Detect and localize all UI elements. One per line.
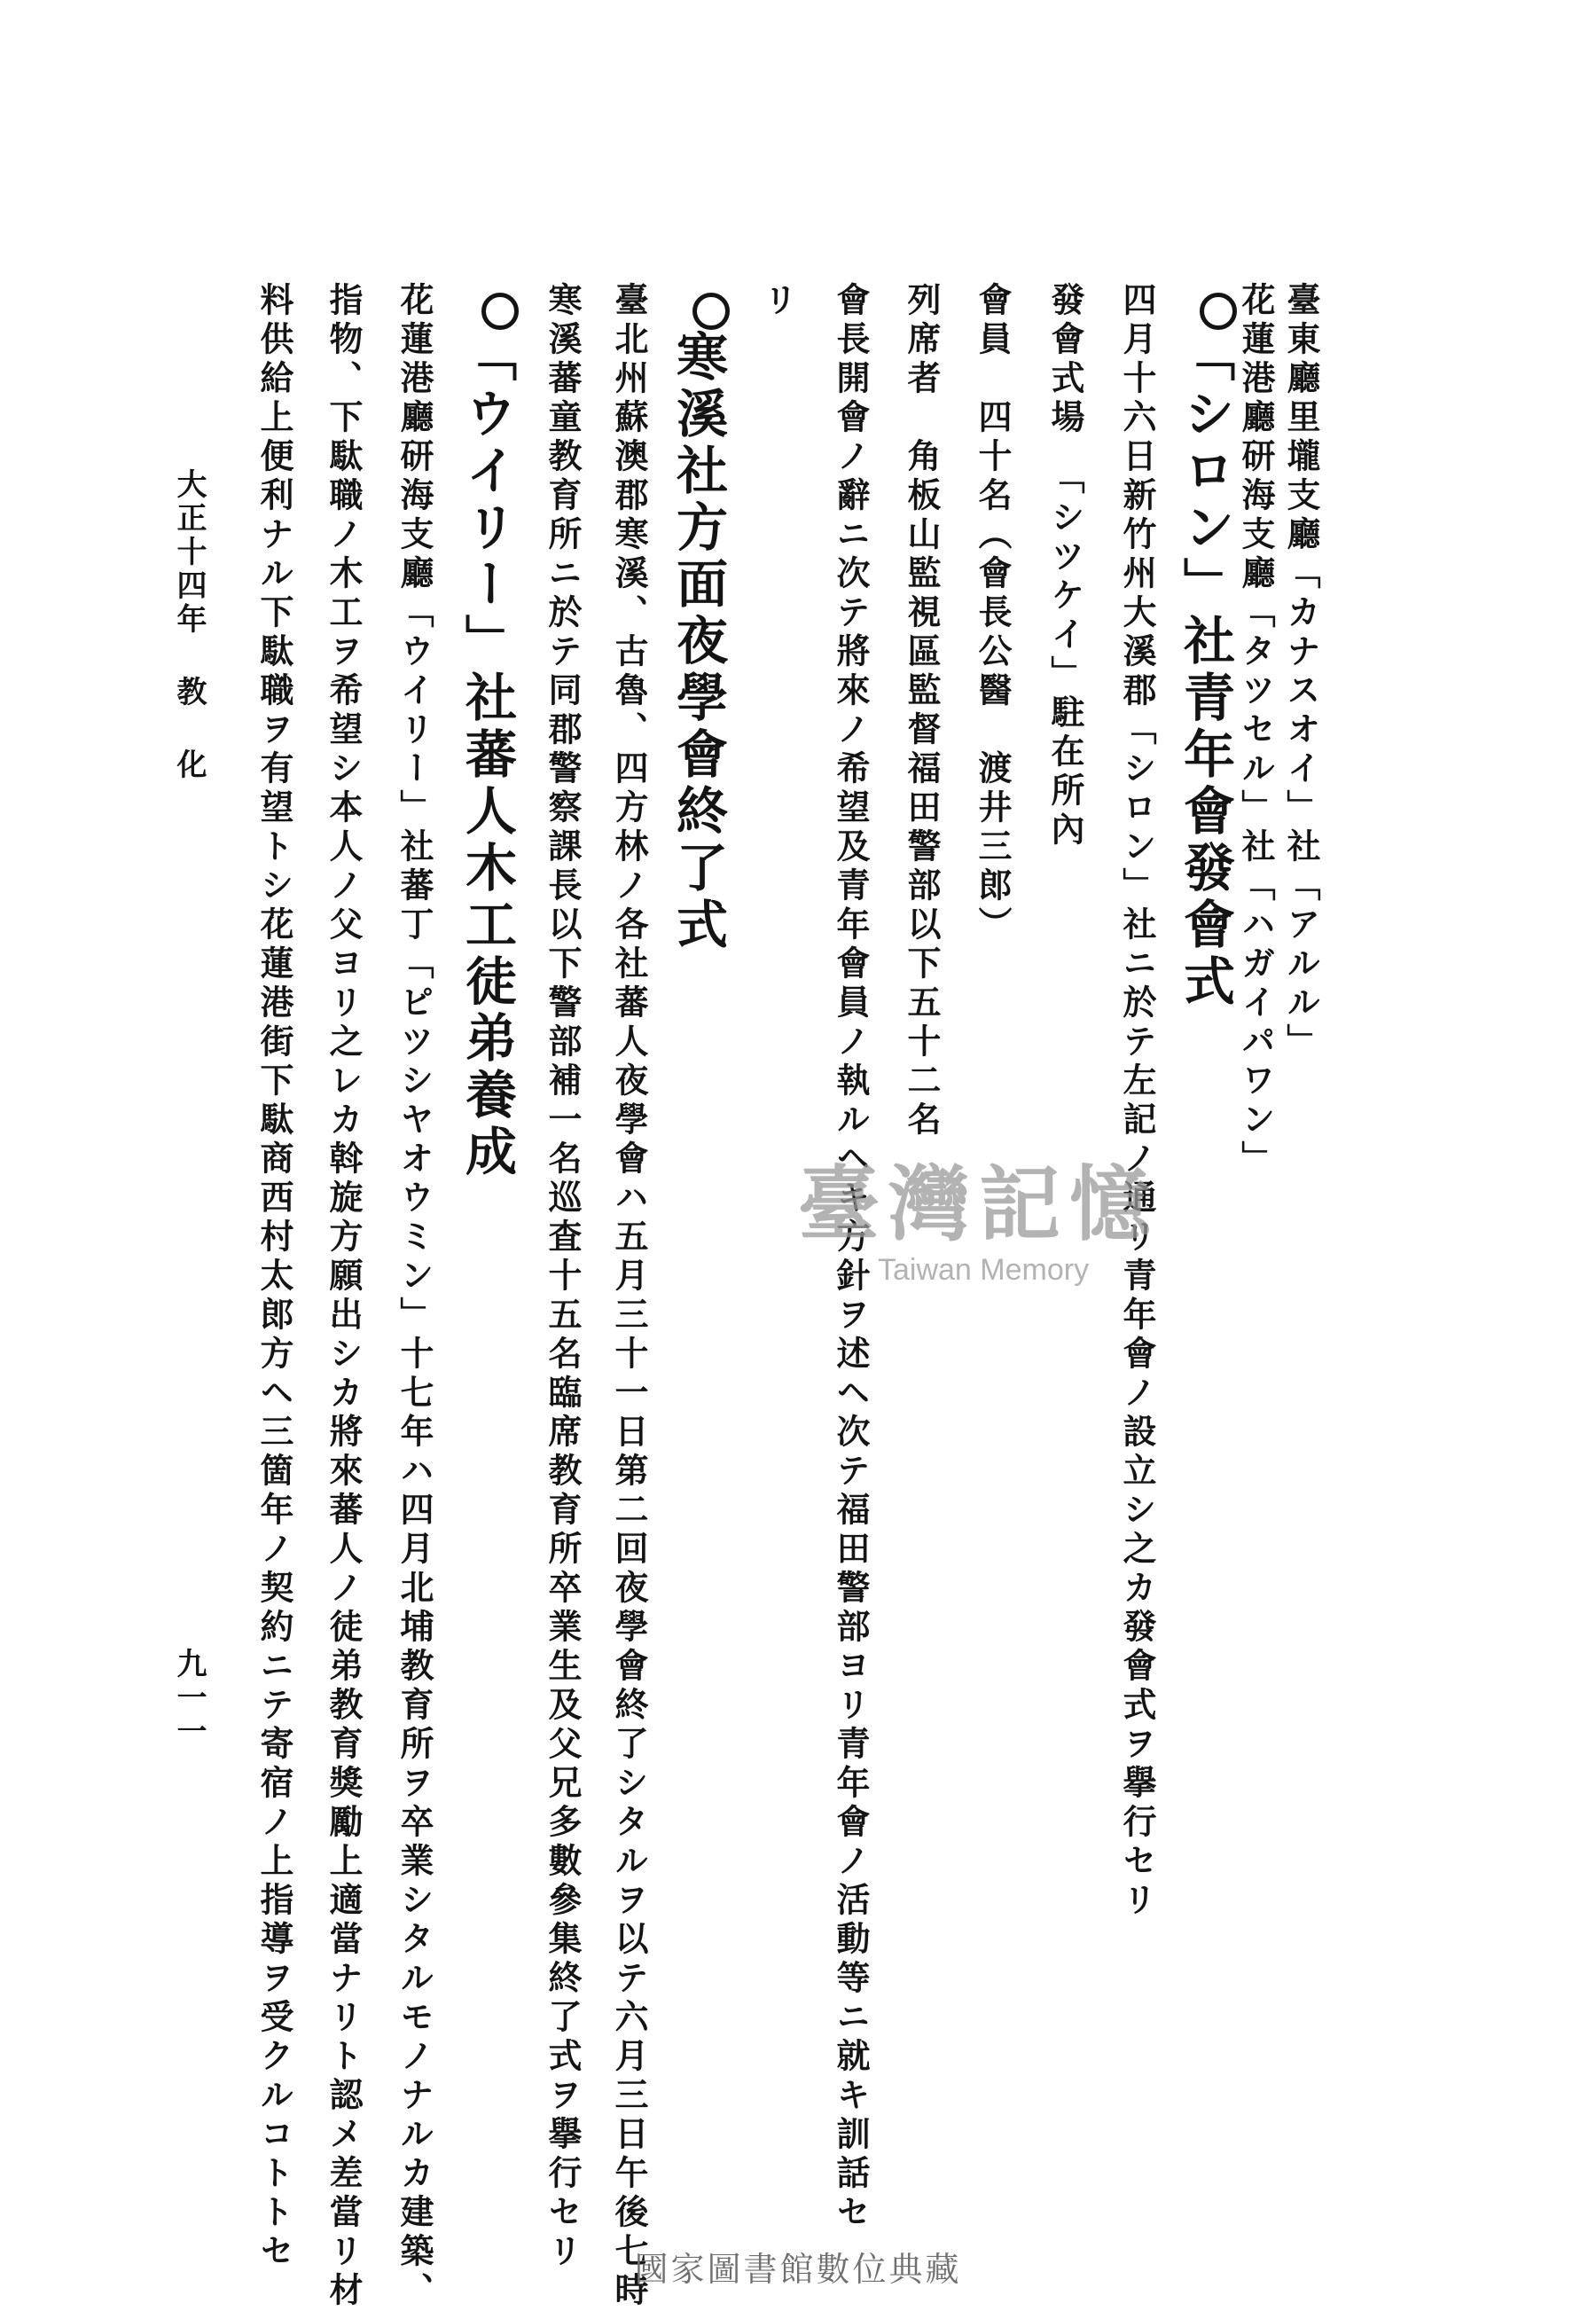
text-column: 料供給上便利ナル下駄職ヲ有望トシ花蓮港街下駄商西村太郎方ヘ三箇年ノ契約ニテ寄宿ノ上指導ヲ受クルコトトセ: [254, 282, 294, 2272]
circle-marker-icon: [1200, 293, 1237, 330]
text-column: 列席者 角板山監視區監督福田警部以下五十二名: [902, 282, 942, 1140]
text-column: 會員 四十名（會長公醫 渡井三郎）: [973, 282, 1013, 945]
text-column: リ: [758, 282, 798, 321]
section-heading: 寒溪社方面夜學會終了式: [672, 293, 730, 954]
circle-marker-icon: [481, 293, 519, 330]
watermark-logo-text: 臺灣記憶: [798, 1156, 1161, 1252]
section-heading: 「シロン」社青年會發會式: [1179, 293, 1237, 1011]
text-column: 花蓮港廳研海支廳「タツセル」社「ハガイパワン」: [1236, 282, 1276, 1179]
running-header-title: 大正十四年 教 化: [171, 468, 207, 782]
text-column: 指物、下駄職ノ木工ヲ希望シ本人ノ父ヨリ之レカ斡旋方願出シカ將來蕃人ノ徒弟教育獎勵上適當ナリト認メ差當リ材: [324, 282, 364, 2311]
section-heading: 「ウイリー」社蕃人木工徒弟養成: [461, 293, 519, 1181]
circle-marker-icon: [692, 293, 730, 330]
text-column: 臺東廳里壠支廳「カナスオイ」社「アルル」: [1281, 282, 1321, 1062]
watermark: [798, 1140, 1160, 1288]
footer-credit: 國家圖書館數位典藏: [634, 2250, 962, 2289]
page-number: 九一一: [171, 1648, 207, 1749]
text-column: 發會式場 「シツケイ」駐在所內: [1045, 282, 1085, 850]
text-column: 花蓮港廳研海支廳「ウイリー」社蕃丁「ピツシヤオウミン」十七年ハ四月北埔教育所ヲ卒業シタルモノナルカ建築、: [395, 282, 434, 2311]
watermark-subtitle: Taiwan Memory: [878, 1253, 1090, 1287]
text-column: 四月十六日新竹州大溪郡「シロン」社ニ於テ左記ノ通リ青年會ノ設立シ之カ發會式ヲ擧行セリ: [1117, 282, 1157, 1921]
text-column: 臺北州蘇澳郡寒溪、古魯、四方林ノ各社蕃人夜學會ハ五月三十一日第二回夜學會終了シタルヲ以テ六月三日午後七時: [609, 282, 649, 2311]
text-column: 會長開會ノ辭ニ次テ將來ノ希望及青年會員ノ執ルヘキ方針ヲ述ヘ次テ福田警部ヨリ青年會ノ活動等ニ就キ訓話セ: [831, 282, 871, 2233]
text-column: 寒溪蕃童教育所ニ於テ同郡警察課長以下警部補一名巡査十五名臨席教育所卒業生及父兄多數參集終了式ヲ擧行セリ: [543, 282, 583, 2272]
